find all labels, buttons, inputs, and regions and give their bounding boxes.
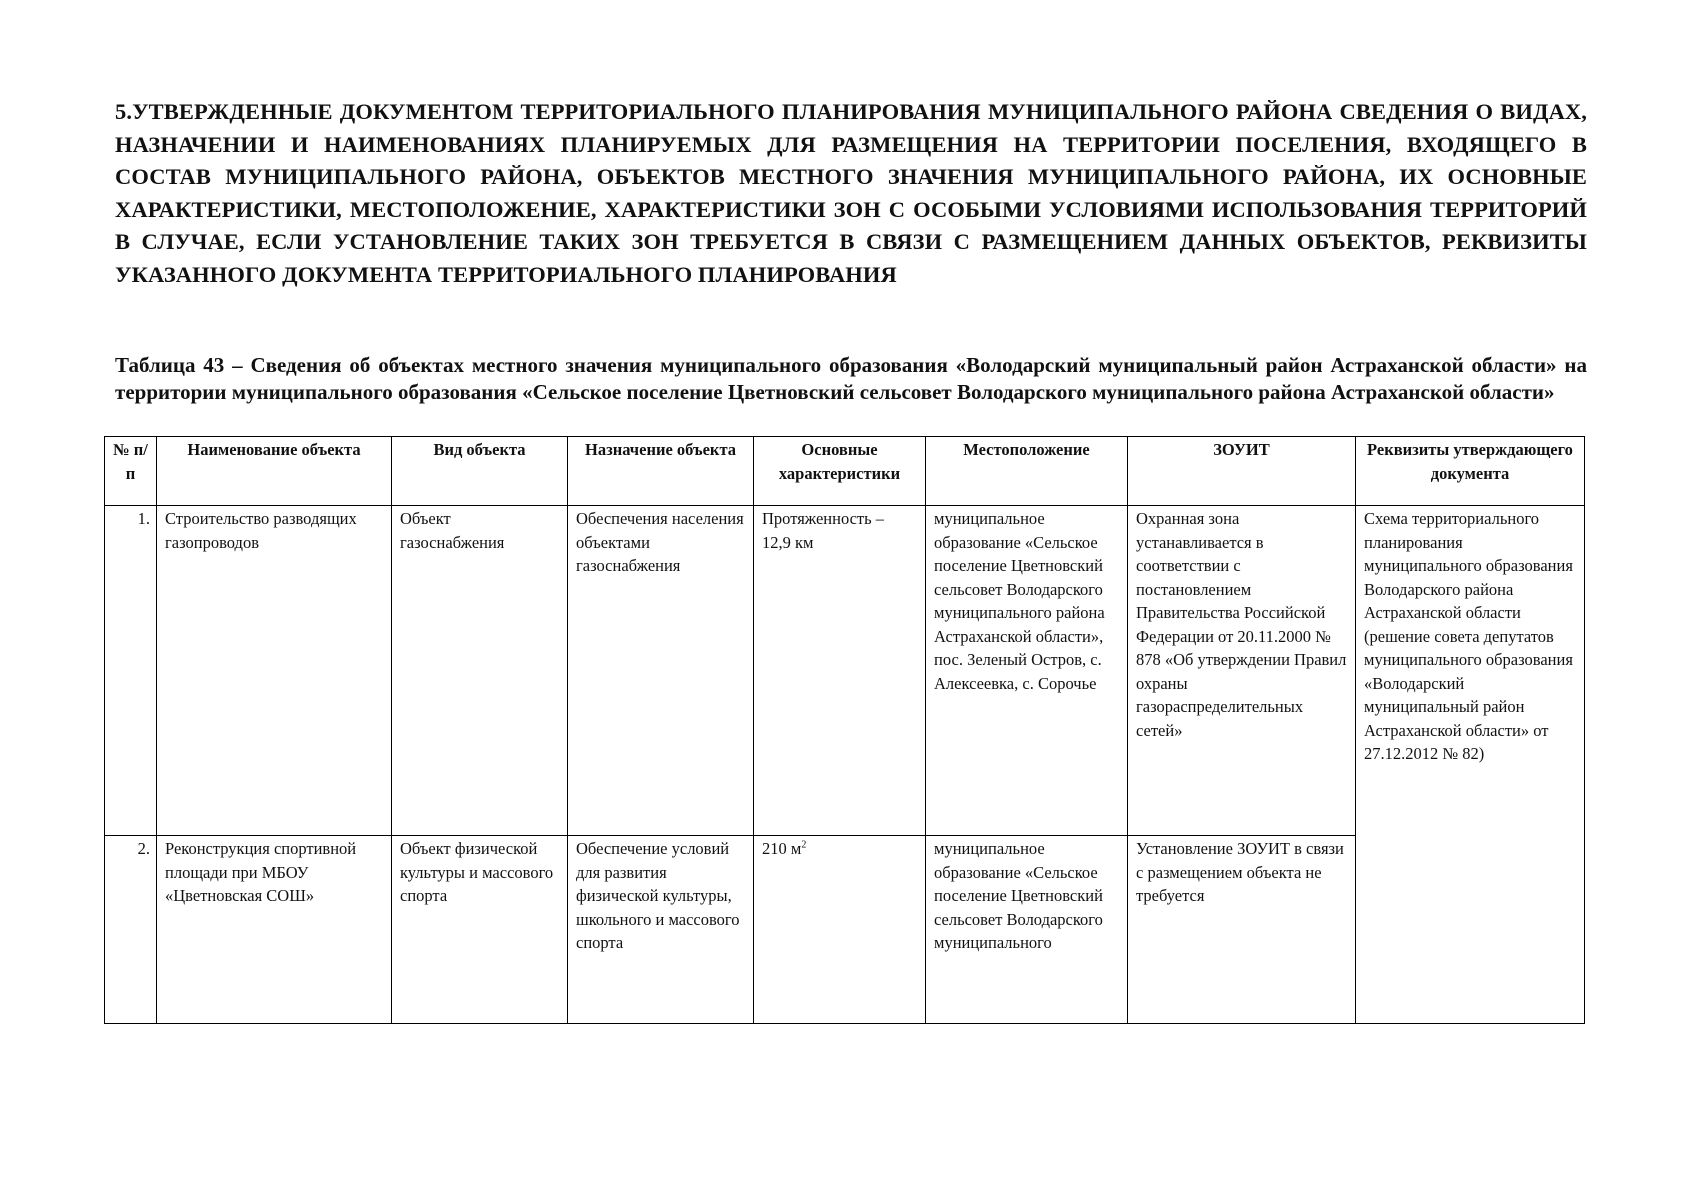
table-row — [105, 506, 1585, 836]
object-zouit: Установление ЗОУИТ в связи с размещением объекта не требуется — [1128, 836, 1356, 1024]
header-location: Местоположение — [926, 437, 1128, 506]
row-number: 1. — [105, 506, 157, 836]
header-name: Наименование объекта — [157, 437, 392, 506]
header-purpose: Назначение объекта — [568, 437, 754, 506]
object-name: Реконструкция спортивной площади при МБОУ «Цветновская СОШ» — [157, 836, 392, 1024]
object-characteristics: Протяженность – 12,9 км — [754, 506, 926, 836]
approving-document: Схема территориального планирования муниципального образования Володарского района Астраханской области (решение совета депутатов муниципального образования «Володарский муниципальный район Астраханской области» от 27.12.2012 № 82) — [1356, 506, 1585, 1024]
header-kind: Вид объекта — [392, 437, 568, 506]
object-location: муниципальное образование «Сельское поселение Цветновский сельсовет Володарского муниципального — [926, 836, 1128, 1024]
object-characteristics — [754, 836, 926, 1024]
table-caption: Таблица 43 – Сведения об объектах местного значения муниципального образования «Володарский муниципальный район Астраханской области» на территории муниципального образования «Сельское поселение Цветновский сельсовет Володарского муниципального района Астраханской области» — [115, 353, 1587, 404]
object-kind: Объект физической культуры и массового спорта — [392, 836, 568, 1024]
object-purpose: Обеспечения населения объектами газоснабжения — [568, 506, 754, 836]
object-location: муниципальное образование «Сельское поселение Цветновский сельсовет Володарского муниципального района Астраханской области», пос. Зеленый Остров, с. Алексеевка, с. Сорочье — [926, 506, 1128, 836]
table-header-row — [105, 437, 1585, 506]
header-document: Реквизиты утверждающего документа — [1356, 437, 1585, 506]
object-name: Строительство разводящих газопроводов — [157, 506, 392, 836]
object-zouit: Охранная зона устанавливается в соответствии с постановлением Правительства Российской Федерации от 20.11.2000 № 878 «Об утверждении Правил охраны газораспределительных сетей» — [1128, 506, 1356, 836]
area-unit-superscript: 2 — [801, 839, 807, 851]
header-characteristics: Основные характеристики — [754, 437, 926, 506]
characteristics-value: 210 м — [762, 839, 802, 858]
objects-table — [104, 436, 1585, 1024]
header-zouit: ЗОУИТ — [1128, 437, 1356, 506]
object-purpose: Обеспечение условий для развития физической культуры, школьного и массового спорта — [568, 836, 754, 1024]
object-kind: Объект газоснабжения — [392, 506, 568, 836]
row-number: 2. — [105, 836, 157, 1024]
header-num: № п/п — [105, 437, 157, 506]
section-heading: 5.УТВЕРЖДЕННЫЕ ДОКУМЕНТОМ ТЕРРИТОРИАЛЬНОГО ПЛАНИРОВАНИЯ МУНИЦИПАЛЬНОГО РАЙОНА СВЕДЕНИЯ О ВИДАХ, НАЗНАЧЕНИИ И НАИМЕНОВАНИЯХ ПЛАНИРУЕМЫХ ДЛЯ РАЗМЕЩЕНИЯ НА ТЕРРИТОРИИ ПОСЕЛЕНИЯ, ВХОДЯЩЕГО В СОСТАВ МУНИЦИПАЛЬНОГО РАЙОНА, ОБЪЕКТОВ МЕСТНОГО ЗНАЧЕНИЯ МУНИЦИПАЛЬНОГО РАЙОНА, ИХ ОСНОВНЫЕ ХАРАКТЕРИСТИКИ, МЕСТОПОЛОЖЕНИЕ, ХАРАКТЕРИСТИКИ ЗОН С ОСОБЫМИ УСЛОВИЯМИ ИСПОЛЬЗОВАНИЯ ТЕРРИТОРИЙ В СЛУЧАЕ, ЕСЛИ УСТАНОВЛЕНИЕ ТАКИХ ЗОН ТРЕБУЕТСЯ В СВЯЗИ С РАЗМЕЩЕНИЕМ ДАННЫХ ОБЪЕКТОВ, РЕКВИЗИТЫ УКАЗАННОГО ДОКУМЕНТА ТЕРРИТОРИАЛЬНОГО ПЛАНИРОВАНИЯ — [115, 99, 1587, 287]
